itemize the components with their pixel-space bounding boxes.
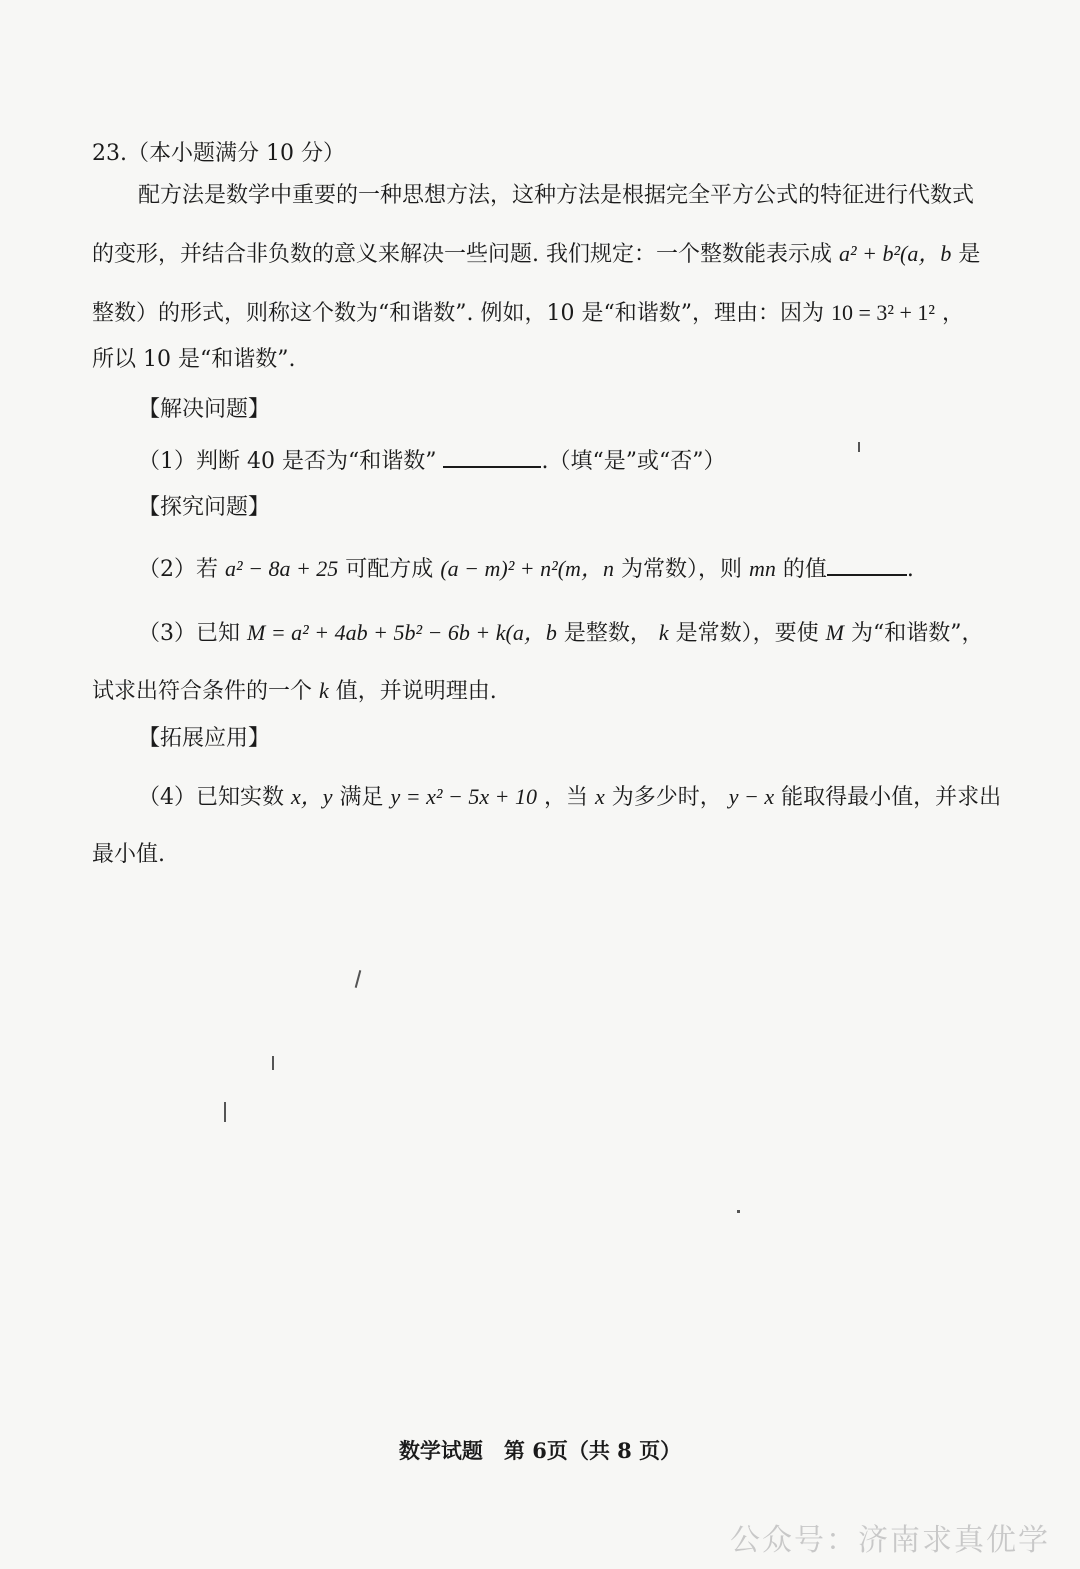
scan-mark bbox=[272, 1056, 274, 1070]
question-header: 23.（本小题满分 10 分） bbox=[92, 141, 345, 166]
question-2: （2）若 a² − 8a + 25 可配方成 (a − m)² + n²(m，n 为常数），则 mn 的值 . bbox=[138, 552, 914, 585]
intro-line-2: 的变形，并结合非负数的意义来解决一些问题. 我们规定：一个整数能表示成 a² + b²(a，b 是 bbox=[92, 241, 981, 267]
intro-line-1: 配方法是数学中重要的一种思想方法，这种方法是根据完全平方公式的特征进行代数式 bbox=[138, 183, 975, 208]
question-4: （4）已知实数 x，y 满足 y = x² − 5x + 10 ，当 x 为多少时， y − x 能取得最小值，并求出 bbox=[138, 784, 1002, 810]
section-extend: 【拓展应用】 bbox=[138, 726, 271, 751]
question-3: （3）已知 M = a² + 4ab + 5b² − 6b + k(a，b 是整数， k 是常数），要使 M 为“和谐数”， bbox=[138, 620, 984, 646]
scan-mark bbox=[224, 1102, 226, 1122]
section-solve: 【解决问题】 bbox=[138, 397, 271, 422]
page-footer: 数学试题 第 6页（共 8 页） bbox=[398, 1438, 682, 1463]
watermark: 公众号：济南求真优学 bbox=[730, 1523, 1050, 1558]
answer-blank-1[interactable] bbox=[443, 444, 541, 468]
intro-line-3: 整数）的形式，则称这个数为“和谐数”. 例如，10 是“和谐数”，理由：因为 10 = 3² + 1² ， bbox=[92, 300, 964, 326]
question-4-line-2: 最小值. bbox=[92, 842, 165, 867]
intro-line-4: 所以 10 是“和谐数”. bbox=[92, 347, 296, 372]
scan-mark bbox=[355, 970, 362, 988]
question-1: （1）判断 40 是否为“和谐数” .（填“是”或“否”） bbox=[138, 444, 725, 477]
question-3-line-2: 试求出符合条件的一个 k 值，并说明理由. bbox=[92, 678, 497, 704]
section-explore: 【探究问题】 bbox=[138, 495, 271, 520]
answer-blank-2[interactable] bbox=[827, 552, 907, 576]
scan-mark bbox=[858, 442, 860, 452]
scan-mark bbox=[737, 1210, 740, 1213]
